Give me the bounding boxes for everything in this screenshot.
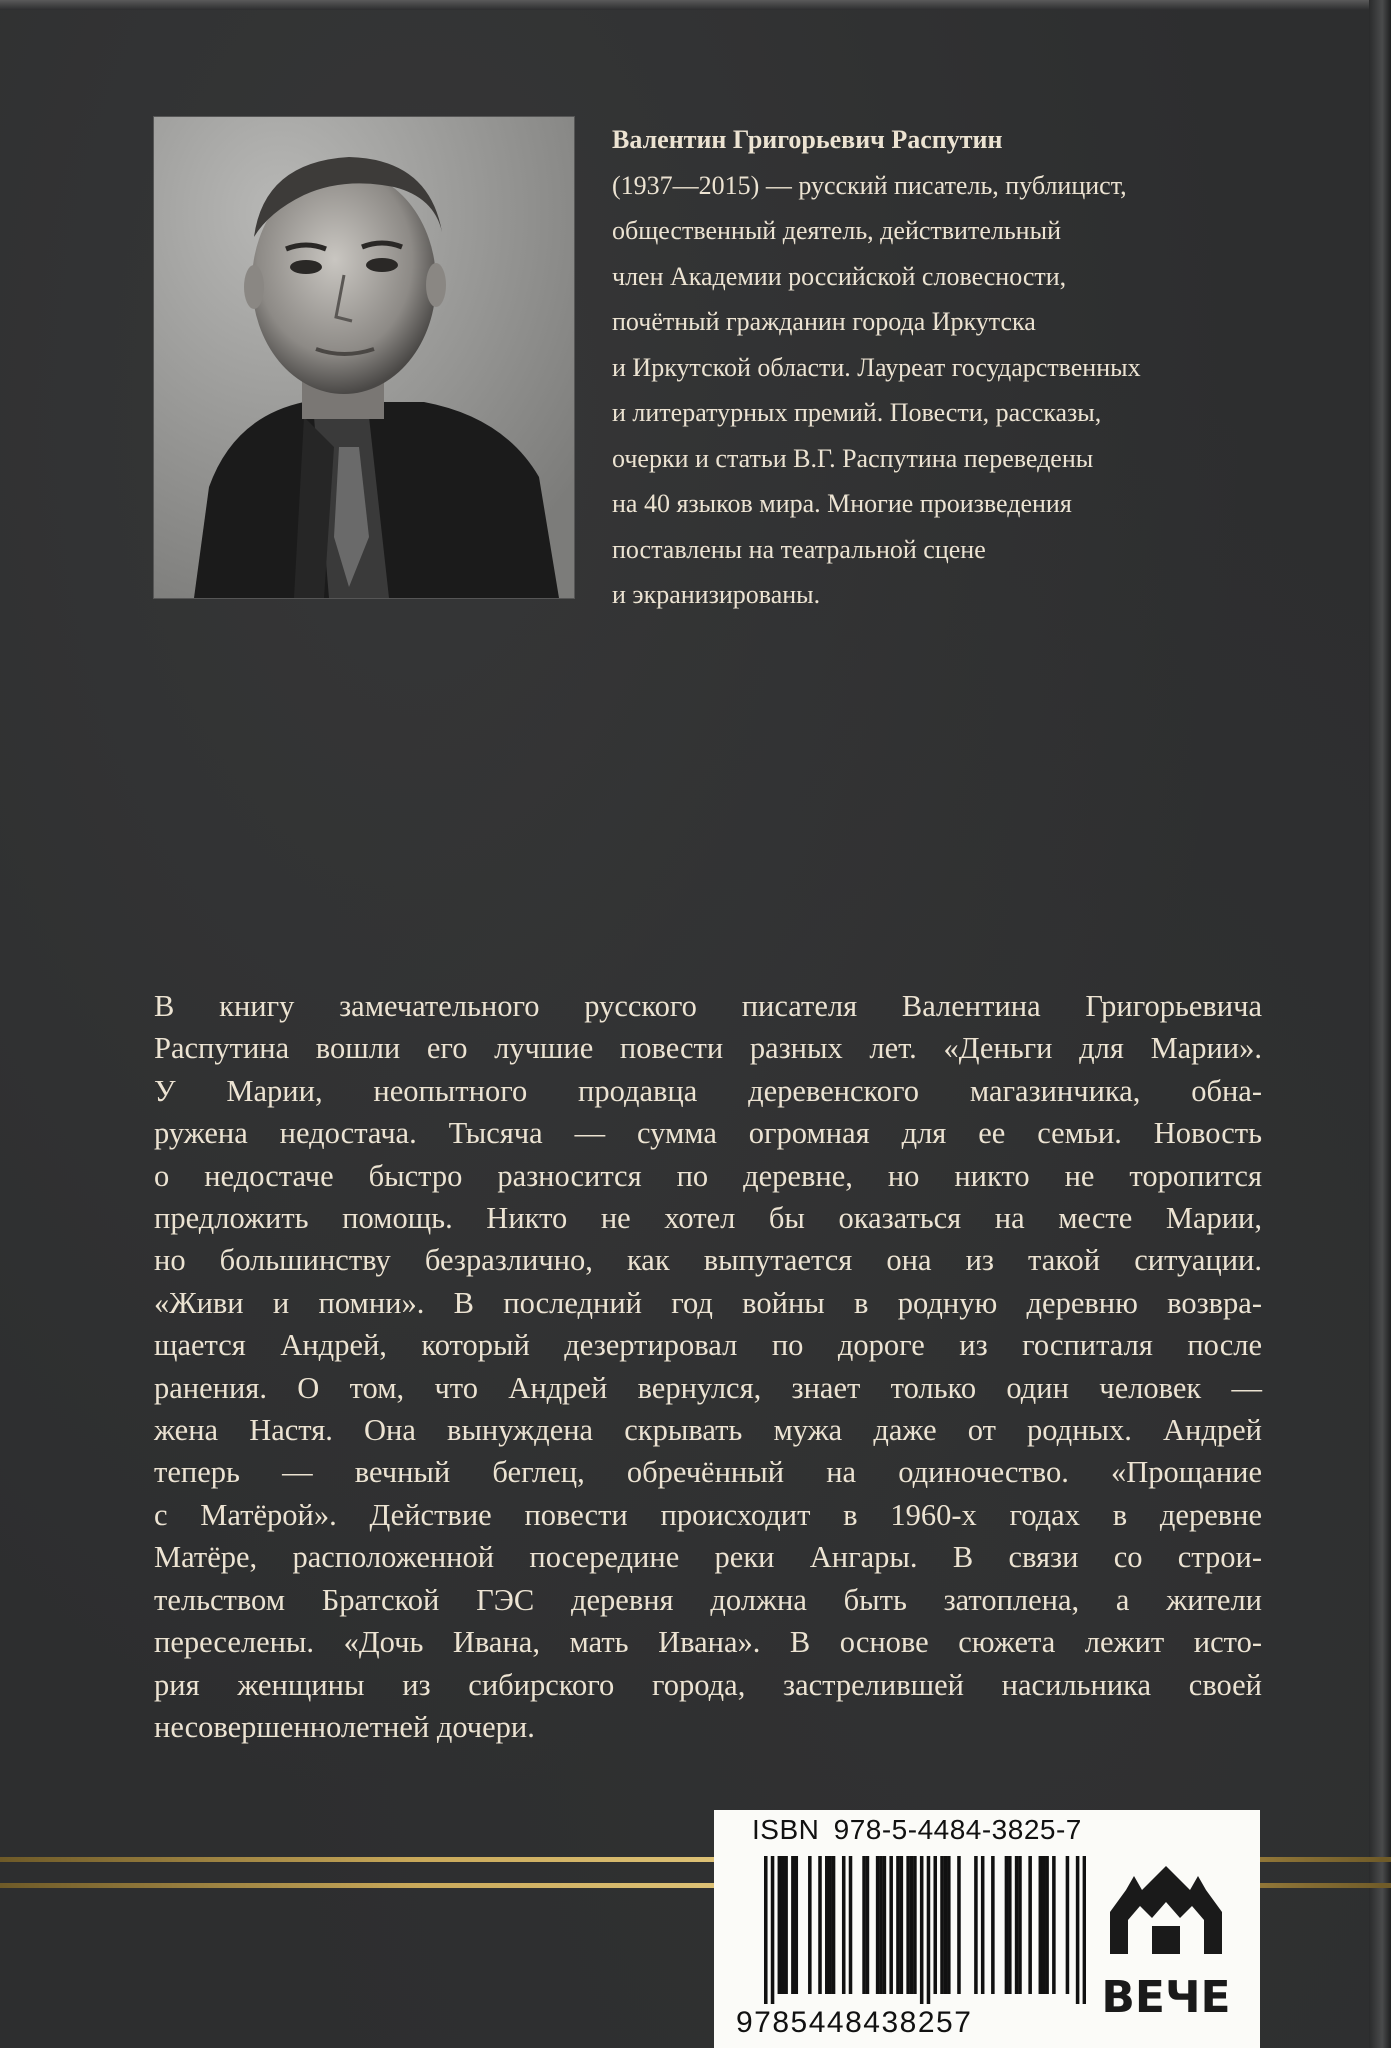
barcode-bar	[1028, 1856, 1032, 1994]
description-line: «Живи и помни». В последний год войны в родную деревню возвра-	[154, 1285, 1262, 1320]
barcode-bar	[818, 1856, 822, 1994]
barcode-bar	[940, 1856, 944, 1994]
description-line: В книгу замечательного русского писателя Валентина Григорьевича	[154, 989, 1262, 1023]
isbn-barcode-block	[714, 1810, 1260, 2048]
isbn-number: ISBN 978-5-4484-3825-7	[752, 1814, 1082, 1845]
barcode-bar	[1066, 1856, 1070, 1994]
barcode-bar	[791, 1856, 795, 1994]
barcode-bar	[771, 1856, 775, 2004]
barcode-bar	[832, 1856, 836, 1994]
barcode-bar	[896, 1856, 900, 1994]
barcode-bar	[1008, 1856, 1012, 1994]
barcode-bar	[920, 1856, 924, 2004]
barcode-bar	[1052, 1856, 1056, 1994]
description-line: о недостаче быстро разносится по деревне, но никто не торопится	[154, 1158, 1262, 1193]
publisher-logo-text: ВЕЧЕ	[1101, 1972, 1231, 2022]
bio-line: очерки и статьи В.Г. Распутина переведены	[612, 443, 1094, 473]
description-line: но большинству безразлично, как выпутается она из такой ситуации.	[154, 1243, 1262, 1278]
description-line: жена Настя. Она вынуждена скрывать мужа даже от родных. Андрей	[154, 1413, 1262, 1448]
barcode-bar	[913, 1856, 917, 1994]
barcode-digits: 9785448438257	[736, 2006, 973, 2039]
description-line: ранения. О том, что Андрей вернулся, знает только один человек —	[154, 1370, 1262, 1405]
barcode-bar	[883, 1856, 887, 1994]
barcode-bar	[862, 1856, 866, 1994]
barcode-bar	[889, 1856, 893, 1994]
bio-line: член Академии российской словесности,	[612, 261, 1067, 291]
barcode-bar	[1076, 1856, 1080, 2004]
barcode-bar	[957, 1856, 961, 1994]
barcode-bar	[974, 1856, 978, 1994]
barcode-bar	[1005, 1856, 1009, 1994]
barcode-bar	[849, 1856, 853, 1994]
barcode-bar	[828, 1856, 832, 1994]
barcode-bar	[876, 1856, 880, 1994]
church-icon	[1110, 1866, 1222, 1954]
description-line: У Марии, неопытного продавца деревенского магазинчика, обна-	[154, 1073, 1262, 1108]
bio-line: на 40 языков мира. Многие произведения	[612, 489, 1072, 518]
barcode-bar	[944, 1856, 948, 1994]
barcode-bar	[1042, 1856, 1046, 1994]
description-line: рия женщины из сибирского города, застрелившей насильника своей	[154, 1667, 1262, 1702]
barcode-bar	[825, 1856, 829, 1994]
barcode-bar	[866, 1856, 870, 1994]
barcode-bar	[927, 1856, 931, 2004]
barcode-bar	[1039, 1856, 1043, 1994]
description-line: с Матёрой». Действие повести происходит в 1960-х годах в деревне	[154, 1497, 1262, 1532]
barcode-bar	[906, 1856, 910, 1994]
bio-line: общественный деятель, действительный	[612, 216, 1061, 245]
description-line: предложить помощь. Никто не хотел бы оказаться на месте Марии,	[154, 1201, 1262, 1236]
bio-line: почётный гражданин города Иркутска	[612, 307, 1036, 336]
barcode-bar	[991, 1856, 995, 1994]
description-line: щается Андрей, который дезертировал по дороге из госпиталя после	[154, 1328, 1262, 1363]
bio-line: поставлены на театральной сцене	[612, 534, 986, 564]
description-line: несовершеннолетней дочери.	[154, 1709, 535, 1744]
bio-line: и литературных премий. Повести, рассказы,	[612, 398, 1102, 427]
barcode-bar	[1015, 1856, 1019, 1994]
barcode-bar	[764, 1856, 768, 2004]
barcode-bar	[879, 1856, 883, 1994]
description-line: Матёре, расположенной посередине реки Ангары. В связи со строи-	[154, 1540, 1262, 1575]
author-name: Валентин Григорьевич Распутин	[612, 125, 1003, 154]
description-line: Распутина вошли его лучшие повести разных лет. «Деньги для Марии».	[154, 1031, 1262, 1066]
cover-spine-edge	[1369, 0, 1391, 2048]
description-line: переселены. «Дочь Ивана, мать Ивана». В основе сюжета лежит исто-	[154, 1625, 1262, 1660]
barcode-bar	[784, 1856, 788, 1994]
description-line: ружена недостача. Тысяча — сумма огромная для ее семьи. Новость	[154, 1116, 1262, 1151]
barcode-bar	[795, 1856, 799, 1994]
barcode-bar	[981, 1856, 985, 1994]
barcode-bar	[933, 1856, 937, 1994]
author-portrait-image	[154, 117, 574, 598]
barcode-bar	[947, 1856, 951, 1994]
barcode-bar	[910, 1856, 914, 1994]
barcode	[764, 1856, 1086, 2004]
barcode-bar	[842, 1856, 846, 1994]
barcode-bar	[781, 1856, 785, 1994]
author-portrait	[154, 117, 574, 598]
barcode-bar	[1083, 1856, 1086, 2004]
book-description	[154, 985, 1262, 1748]
barcode-bar	[778, 1856, 782, 1994]
description-line: тельством Братской ГЭС деревня должна быть затоплена, а жители	[154, 1582, 1262, 1617]
barcode-bar	[808, 1856, 812, 1994]
description-line: теперь — вечный беглец, обречённый на одиночество. «Прощание	[154, 1455, 1262, 1490]
bio-line: и экранизированы.	[612, 580, 821, 609]
publisher-logo	[1092, 1862, 1240, 2022]
barcode-bar	[900, 1856, 904, 1994]
barcode-bar	[1018, 1856, 1022, 1994]
cover-top-edge	[0, 0, 1391, 10]
bio-line: и Иркутской области. Лауреат государственных	[612, 352, 1141, 382]
author-bio	[612, 117, 1312, 618]
barcode-bar	[1045, 1856, 1049, 1994]
bio-line: (1937—2015) — русский писатель, публицист,	[612, 170, 1127, 200]
